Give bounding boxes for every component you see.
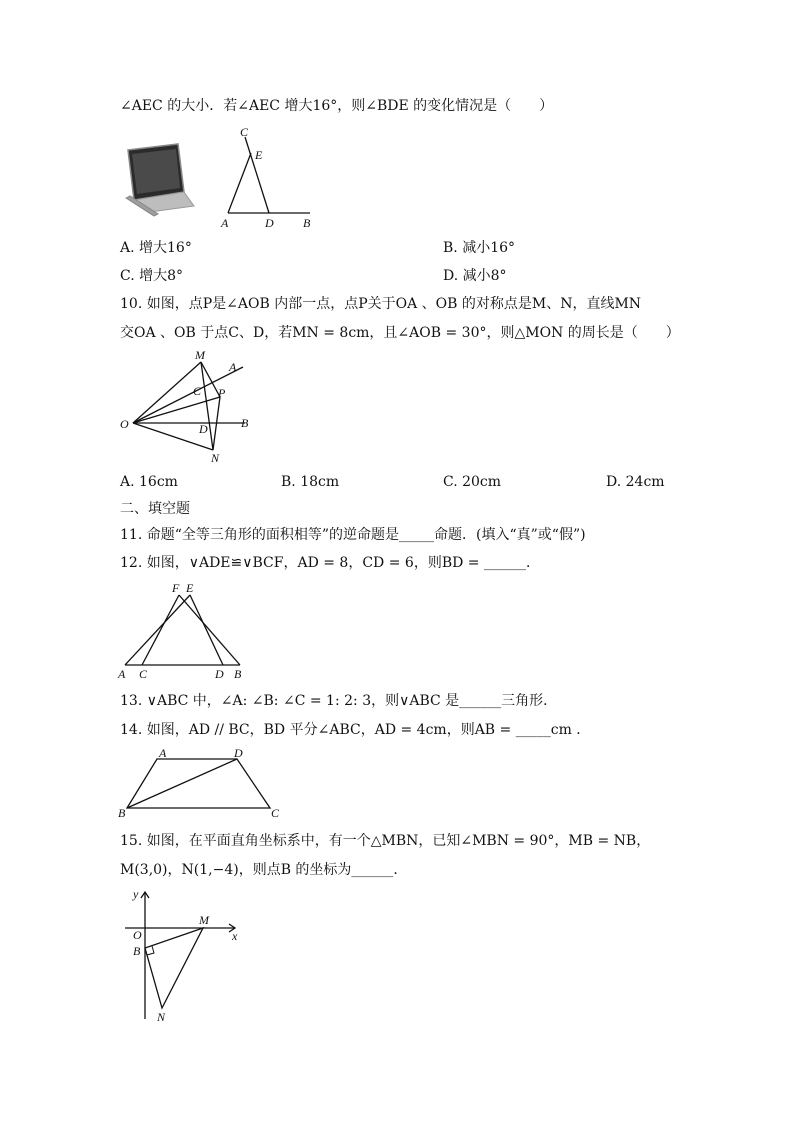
section-fill-in-title: 二、填空题 [120,501,190,517]
q12-stem: 12. 如图，∨ADE≌∨BCF，AD = 8，CD = 6，则BD = ______． [120,555,540,571]
q9-option-c[interactable]: C. 增大8° [120,268,184,284]
label-o: O [133,928,142,942]
label-c: C [271,806,280,820]
label-e: E [255,148,263,162]
label-p: P [218,386,226,400]
q14-figure [115,745,290,820]
label-c: C [240,125,249,139]
label-f: F [172,581,180,595]
label-d: D [199,422,208,436]
label-x: x [232,929,238,943]
label-d: D [234,746,243,760]
label-n: N [157,1010,166,1024]
q9-option-b[interactable]: B. 减小16° [443,240,516,256]
segment-fb [179,595,240,665]
q10-option-a[interactable]: A. 16cm [120,474,178,490]
label-b: B [133,944,141,958]
tablet-stand-photo [120,140,200,222]
label-a: A [118,667,126,680]
segment-mn [201,362,213,450]
segment-ed [190,595,223,665]
q15-stem-line1: 15. 如图，在平面直角坐标系中，有一个△MBN，已知∠MBN = 90°，MB = NB， [120,833,651,849]
label-b: B [241,416,249,430]
label-a: A [221,216,229,230]
label-a: A [159,746,167,760]
label-y: y [133,887,139,901]
label-m: M [195,348,205,362]
segment-ae [228,153,251,213]
q10-figure [115,345,265,467]
q9-stem: ∠AEC 的大小．若∠AEC 增大16°，则∠BDE 的变化情况是（ ） [120,98,554,114]
trapezoid-abcd [127,759,270,808]
label-b: B [303,216,311,230]
label-n: N [211,451,220,465]
label-b: B [118,806,126,820]
label-c: C [193,384,202,398]
q10-option-d[interactable]: D. 24cm [606,474,665,490]
q15-stem-line2: M(3,0)，N(1,−4)，则点B 的坐标为______． [120,862,408,878]
label-o: O [120,417,129,431]
q15-coordinate-figure [115,884,250,1024]
q9-figure [215,125,325,231]
label-a: A [229,360,237,374]
segment-ae [125,595,190,665]
q10-stem-line2: 交OA 、OB 于点C、D，若MN = 8cm，且∠AOB = 30°，则△MON 的周长是（ ） [120,325,680,341]
label-d: D [215,667,224,680]
q10-stem-line1: 10. 如图，点P是∠AOB 内部一点，点P关于OA 、OB 的对称点是M、N，直线MN [120,296,642,312]
label-c: C [139,667,148,680]
triangle-mbn [145,928,203,1008]
q10-option-b[interactable]: B. 18cm [281,474,340,490]
q13-stem: 13. ∨ABC 中，∠A: ∠B: ∠C = 1: 2: 3，则∨ABC 是______三角形． [120,693,558,709]
q14-stem: 14. 如图，AD // BC，BD 平分∠ABC，AD = 4cm，则AB = _____cm ． [120,722,591,738]
label-d: D [265,216,274,230]
q10-option-c[interactable]: C. 20cm [443,474,502,490]
label-e: E [186,581,194,595]
q9-option-a[interactable]: A. 增大16° [120,240,192,256]
label-m: M [199,913,209,927]
ray-oa [133,367,243,423]
q9-option-d[interactable]: D. 减小8° [443,268,507,284]
q11-stem: 11. 命题“全等三角形的面积相等”的逆命题是_____命题．(填入“真”或“假”) [120,527,586,543]
q12-figure [115,580,255,680]
segment-cf [142,595,179,665]
diagonal-bd [127,759,237,808]
segment-om [133,362,201,423]
label-b: B [234,667,242,680]
